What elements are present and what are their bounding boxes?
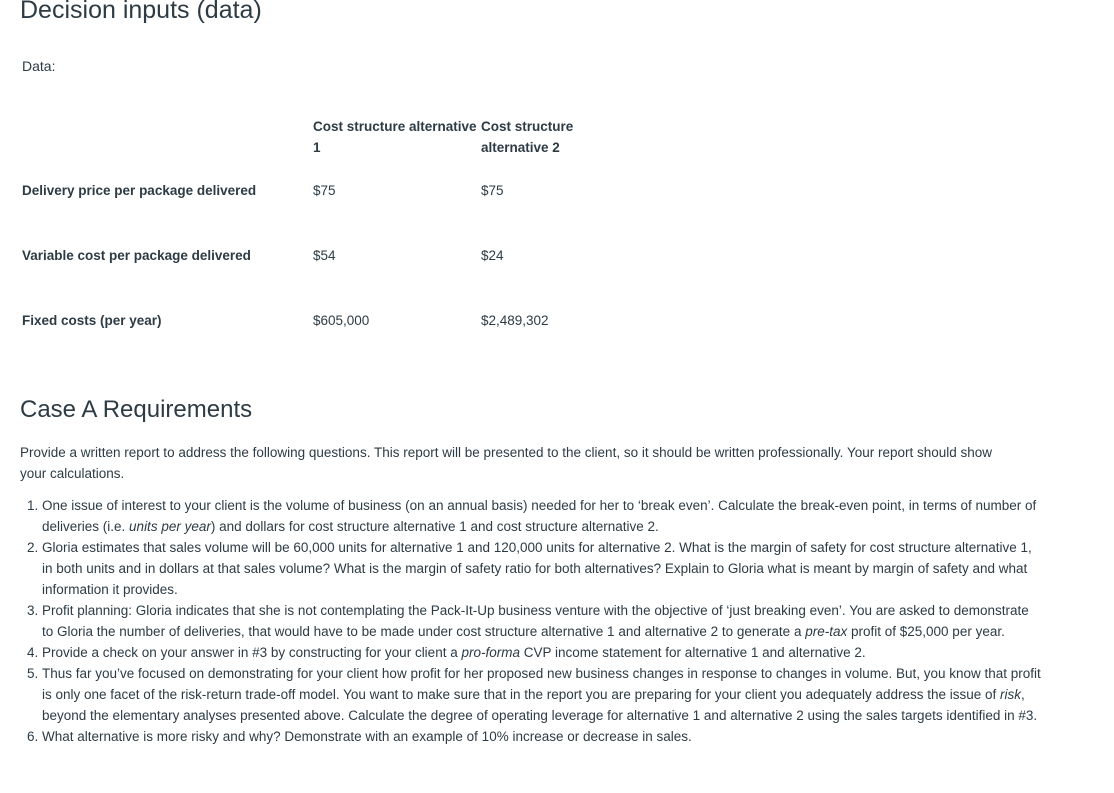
list-item	[42, 663, 1042, 726]
item-text: Provide a check on your answer in #3 by constructing for your client a	[42, 645, 462, 660]
list-item	[42, 495, 1042, 537]
table-header-alt1: Cost structure alternative 1	[313, 119, 477, 155]
item-text: CVP income statement for alternative 1 and alternative 2.	[519, 645, 866, 660]
table-header-row	[16, 112, 641, 174]
cell-alt2: $75	[481, 183, 504, 198]
data-label: Data:	[22, 58, 56, 74]
page-title: Decision inputs (data)	[20, 0, 262, 24]
item-emphasis: pro-forma	[461, 645, 520, 660]
item-text: ) and dollars for cost structure alternative 1 and cost structure alternative 2.	[210, 519, 659, 534]
cost-structure-table	[16, 112, 641, 369]
item-text: , beyond the elementary analyses presented above. Calculate the degree of operating leverage for alternative 1 and alternative 2 using the sales targets identified in #3.	[42, 687, 1038, 723]
cell-alt1: $605,000	[313, 313, 370, 328]
row-label: Delivery price per package delivered	[22, 183, 257, 198]
item-text: profit of $25,000 per year.	[847, 624, 1005, 639]
item-text: Profit planning: Gloria indicates that she is not contemplating the Pack-It-Up business venture with the objective of ‘just breaking even’. You are asked to demonstrate to Gloria the number of deliveries, that would have to be made under cost structure alternative 1 and alternative 2 to generate a	[42, 603, 1029, 639]
list-item	[42, 726, 1042, 747]
item-text: One issue of interest to your client is the volume of business (on an annual basis) needed for her to ‘break even’. Calculate the break-even point, in terms of number of deliveries (i.e.	[42, 498, 1037, 534]
intro-paragraph: Provide a written report to address the following questions. This report will be presented to the client, so it should be written professionally. Your report should show your calculations.	[20, 445, 993, 481]
item-text: What alternative is more risky and why? Demonstrate with an example of 10% increase or decrease in sales.	[42, 729, 692, 744]
cell-alt1: $75	[313, 183, 336, 198]
row-label: Fixed costs (per year)	[22, 313, 162, 328]
table-header-alt2: Cost structure alternative 2	[481, 119, 574, 155]
table-header-empty	[16, 112, 313, 174]
item-emphasis: pre-tax	[805, 624, 848, 639]
list-item	[42, 600, 1042, 642]
item-text: Thus far you’ve focused on demonstrating for your client how profit for her proposed new business changes in response to changes in volume. But, you know that profit is only one facet of the risk-return trade-off model. You want to make sure that in the report you are preparing for your client you adequately address the issue of	[42, 666, 1041, 702]
table-row	[16, 239, 641, 304]
item-emphasis: units per year	[129, 519, 211, 534]
table-row	[16, 174, 641, 239]
row-label: Variable cost per package delivered	[22, 248, 251, 263]
list-item	[42, 537, 1042, 600]
table-row	[16, 304, 641, 369]
cell-alt2: $24	[481, 248, 504, 263]
cell-alt1: $54	[313, 248, 336, 263]
item-text: Gloria estimates that sales volume will be 60,000 units for alternative 1 and 120,000 units for alternative 2. What is the margin of safety for cost structure alternative 1, in both units and in dollars at that sales volume? What is the margin of safety ratio for both alternatives? Explain to Gloria what is meant by margin of safety and what information it provides.	[42, 540, 1032, 597]
section-heading: Case A Requirements	[20, 396, 253, 423]
cell-alt2: $2,489,302	[481, 313, 549, 328]
list-item	[42, 642, 1042, 663]
requirements-list	[20, 495, 1042, 747]
item-emphasis: risk	[1000, 687, 1022, 702]
